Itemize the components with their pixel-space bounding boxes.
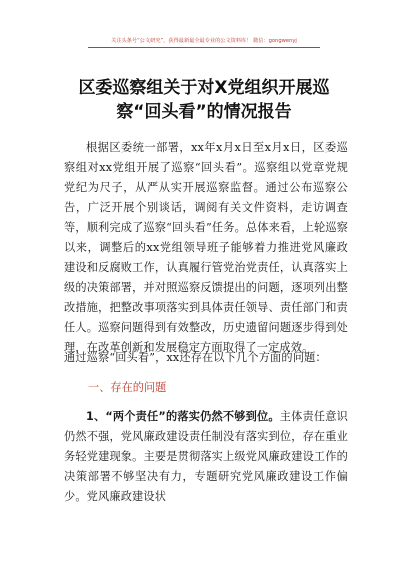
point1-body: 主体责任意识仍然不强，党风廉政建设责任制没有落实到位，存在重业务轻党建现象。主要是贯彻落实上级党风廉政建设工作的决策部署不够坚决有力，专题研究党风廉政建设工作偏少。党风廉政建设状	[64, 410, 348, 503]
point1-heading: 1、“两个责任”的落实仍然不够到位。	[86, 410, 280, 423]
intro-paragraph: 根据区委统一部署，xx年x月x日至x月x日，区委巡察组对xx党组开展了巡察“回头看”。巡察组以党章党规党纪为尺子，从严从实开展巡察监督。通过公布巡察公告，广泛开展个别谈话，调阅有关文件资料，走访调查等，顺利完成了巡察“回头看”任务。总体来看，上轮巡察以来，调整后的xx党组领导班子能够着力推进党风廉政建设和反腐败工作，认真履行管党治党责任，认真落实上级的决策部署，并对照巡察反馈提出的问题，逐项列出整改措施，把整改事项落实到具体责任领导、责任部门和责任人。巡察问题得到有效整改，历史遗留问题逐步得到处理，在改革创新和发展稳定方面取得了一定成效。	[64, 141, 348, 354]
point1-paragraph	[64, 407, 348, 507]
transition-paragraph: 通过巡察“回头看”，xx还存在以下几个方面的问题：	[64, 351, 327, 364]
header-banner	[88, 27, 320, 48]
section-heading: 一、存在的问题	[88, 381, 167, 394]
document-title: 区委巡察组关于对X党组织开展巡察“回头看”的情况报告	[78, 78, 330, 122]
banner-text: 关注头条号“公文研究”，获得最新最全最专业的公文资料库！ 微信：gongwenyj	[111, 38, 297, 44]
